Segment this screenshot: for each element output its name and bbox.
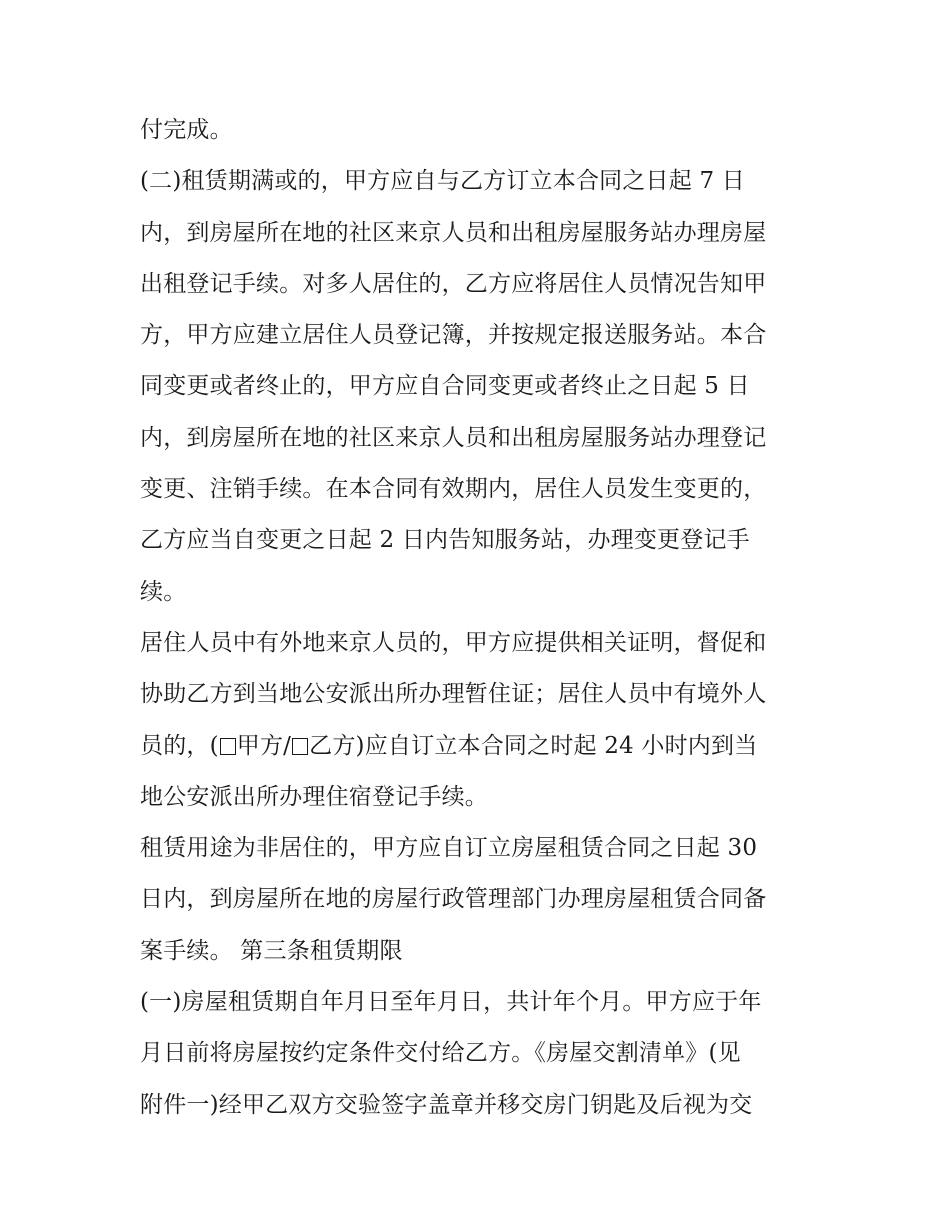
text-line-7: 内，到房屋所在地的社区来京人员和出租房屋服务站办理登记: [140, 424, 767, 451]
text-line-15: 租赁用途为非居住的，甲方应自订立房屋租赁合同之日起 30: [140, 835, 758, 862]
text-line-8: 变更、注销手续。在本合同有效期内，居住人员发生变更的，: [140, 476, 767, 503]
checkbox-party-a-label: 甲方/: [236, 732, 292, 759]
text-line-6: 同变更或者终止的，甲方应自合同变更或者终止之日起 5 日: [140, 373, 750, 400]
checkbox-party-a[interactable]: [220, 738, 236, 755]
text-line-13-checkbox-choice: [140, 721, 820, 772]
text-line-9: 乙方应当自变更之日起 2 日内告知服务站，办理变更登记手: [140, 527, 750, 554]
text-line-19: 月日前将房屋按约定条件交付给乙方。《房屋交割清单》(见: [140, 1040, 741, 1067]
text-line-1: 付完成。: [140, 117, 233, 143]
text-line-4: 出租登记手续。对多人居住的，乙方应将居住人员情况告知甲: [140, 270, 767, 297]
checkbox-party-b-label: 乙方)应自订立本合同之时起 24 小时内到当: [309, 732, 758, 759]
checkbox-line-prefix: 员的，(: [140, 732, 219, 759]
text-line-10: 续。: [140, 578, 187, 605]
text-line-2: (二)租赁期满或的，甲方应自与乙方订立本合同之日起 7 日: [140, 168, 746, 195]
document-body: [140, 105, 820, 1131]
text-line-5: 方，甲方应建立居住人员登记簿，并按规定报送服务站。本合: [140, 322, 767, 349]
text-line-3: 内，到房屋所在地的社区来京人员和出租房屋服务站办理房屋: [140, 219, 767, 246]
text-line-20: 附件一)经甲乙双方交验签字盖章并移交房门钥匙及后视为交: [140, 1091, 753, 1118]
text-line-16: 日内，到房屋所在地的房屋行政管理部门办理房屋租赁合同备: [140, 886, 767, 913]
checkbox-party-b[interactable]: [292, 738, 308, 755]
text-line-18: (一)房屋租赁期自年月日至年月日，共计年个月。甲方应于年: [140, 989, 762, 1016]
text-line-14: 地公安派出所办理住宿登记手续。: [140, 783, 488, 810]
text-line-17: 案手续。 第三条租赁期限: [140, 937, 403, 964]
text-line-12: 协助乙方到当地公安派出所办理暂住证；居住人员中有境外人: [140, 681, 767, 708]
text-line-11: 居住人员中有外地来京人员的，甲方应提供相关证明，督促和: [140, 629, 767, 656]
